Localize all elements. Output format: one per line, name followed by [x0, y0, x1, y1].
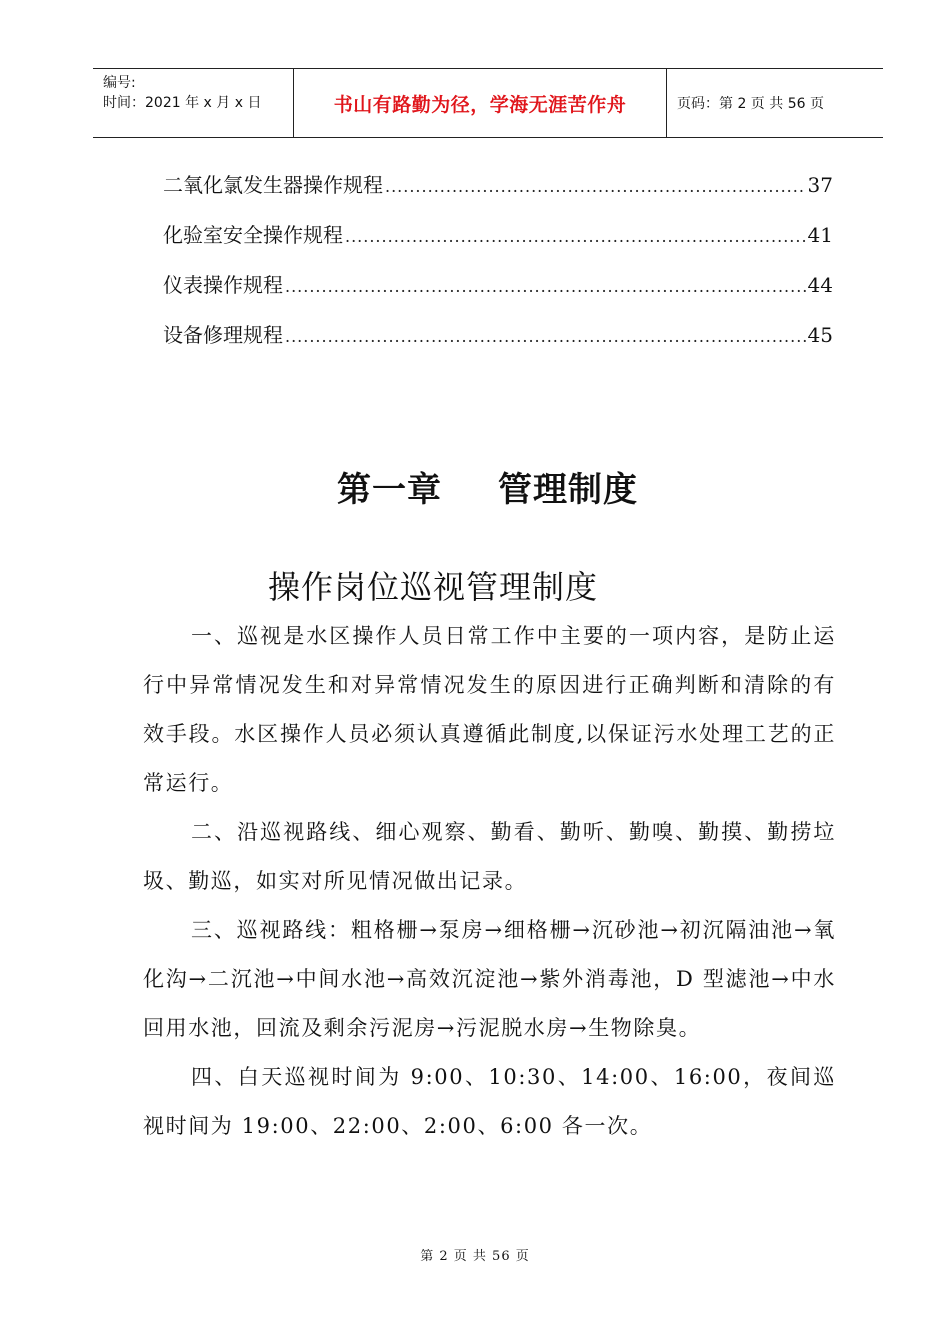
toc-entry-title: 仪表操作规程 [163, 273, 283, 297]
toc-entry-page: 37 [807, 173, 833, 197]
toc-entry[interactable] [163, 268, 833, 318]
toc-entry[interactable] [163, 218, 833, 268]
chapter-heading [0, 462, 950, 511]
toc-leader-dots [385, 170, 806, 204]
header-number-label: 编号: [103, 75, 136, 91]
toc-leader-dots [285, 320, 806, 354]
page-footer: 第 2 页 共 56 页 [420, 1249, 530, 1264]
toc-entry-title: 化验室安全操作规程 [163, 223, 343, 247]
document-header [93, 68, 883, 138]
paragraph: 二、沿巡视路线、细心观察、勤看、勤听、勤嗅、勤摸、勤捞垃圾、勤巡，如实对所见情况做出记录。 [143, 820, 836, 893]
chapter-number: 第一章 [337, 470, 442, 510]
header-page-info: 页码：第 2 页 共 56 页 [677, 96, 824, 112]
header-time-label: 时间：2021 年 x 月 x 日 [103, 95, 262, 111]
toc-entry[interactable] [163, 318, 833, 368]
toc-entry-title: 二氧化氯发生器操作规程 [163, 173, 383, 197]
toc-leader-dots [285, 270, 806, 304]
paragraph: 一、巡视是水区操作人员日常工作中主要的一项内容，是防止运行中异常情况发生和对异常情况发生的原因进行正确判断和清除的有效手段。水区操作人员必须认真遵循此制度,以保证污水处理工艺的正常运行。 [143, 624, 836, 795]
paragraph: 四、白天巡视时间为 9:00、10:30、14:00、16:00，夜间巡视时间为 19:00、22:00、2:00、6:00 各一次。 [143, 1065, 836, 1138]
paragraph: 三、巡视路线：粗格栅→泵房→细格栅→沉砂池→初沉隔油池→氧化沟→二沉池→中间水池→高效沉淀池→紫外消毒池，D 型滤池→中水回用水池，回流及剩余污泥房→污泥脱水房→生物除臭。 [143, 918, 836, 1040]
header-motto: 书山有路勤为径，学海无涯苦作舟 [294, 69, 667, 137]
toc-entry-title: 设备修理规程 [163, 323, 283, 347]
document-body [143, 612, 836, 1151]
toc-leader-dots [345, 220, 806, 254]
toc-entry-page: 44 [807, 273, 833, 297]
section-title: 操作岗位巡视管理制度 [268, 568, 599, 606]
header-meta [93, 69, 294, 137]
toc-entry[interactable] [163, 168, 833, 218]
chapter-title: 管理制度 [498, 470, 638, 510]
table-of-contents [163, 168, 833, 368]
toc-entry-page: 45 [807, 323, 833, 347]
toc-entry-page: 41 [807, 223, 833, 247]
